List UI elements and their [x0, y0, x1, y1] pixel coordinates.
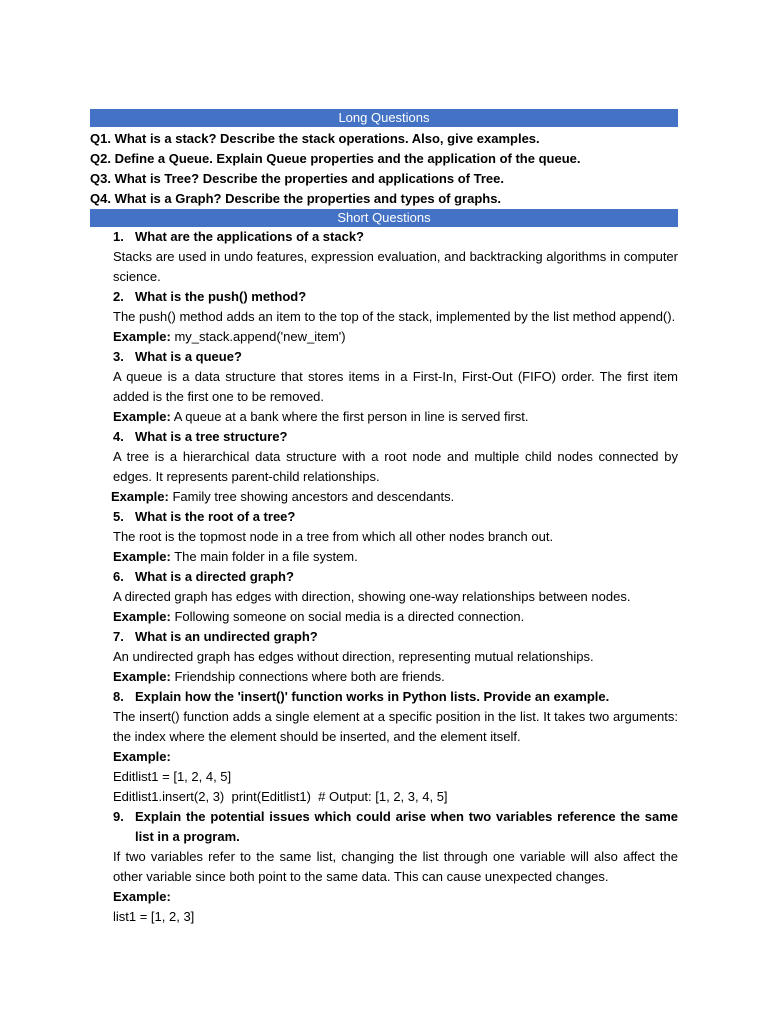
question-text: What is a directed graph?	[135, 569, 294, 584]
example-line	[113, 547, 678, 567]
question-number: 4.	[113, 429, 124, 444]
question-text: Explain how the 'insert()' function works in Python lists. Provide an example.	[135, 689, 610, 704]
example-text: A queue at a bank where the first person in line is served first.	[173, 409, 529, 424]
example-text: Friendship connections where both are friends.	[174, 669, 445, 684]
code-line: list1 = [1, 2, 3]	[113, 909, 195, 924]
question-text: What is the push() method?	[135, 289, 307, 304]
example-label: Example:	[113, 549, 171, 564]
example-line	[113, 327, 678, 347]
example-line	[113, 747, 678, 767]
question-heading	[113, 227, 678, 247]
question-heading	[113, 627, 678, 647]
answer-text: The push() method adds an item to the top of the stack, implemented by the list method append().	[113, 309, 676, 324]
example-label: Example:	[113, 669, 171, 684]
question-text: What is a queue?	[135, 349, 242, 364]
long-question-3: Q3. What is Tree? Describe the properties and applications of Tree.	[90, 171, 504, 186]
question-number: 3.	[113, 349, 124, 364]
question-text: Explain the potential issues which could arise when two variables reference the same list in a program.	[135, 809, 678, 844]
code-line: Editlist1.insert(2, 3) print(Editlist1) # Output: [1, 2, 3, 4, 5]	[113, 789, 448, 804]
answer-text: A tree is a hierarchical data structure with a root node and multiple child nodes connected by edges. It represents parent-child relationships.	[113, 449, 678, 484]
question-text: What is a tree structure?	[135, 429, 288, 444]
question-text: What are the applications of a stack?	[135, 229, 364, 244]
answer-text: The root is the topmost node in a tree from which all other nodes branch out.	[113, 529, 554, 544]
example-label: Example:	[113, 889, 171, 904]
example-text: Family tree showing ancestors and descendants.	[172, 489, 455, 504]
question-number: 1.	[113, 229, 124, 244]
question-number: 2.	[113, 289, 124, 304]
question-heading	[113, 347, 678, 367]
example-line	[113, 887, 678, 907]
question-number: 6.	[113, 569, 124, 584]
example-line	[111, 487, 678, 507]
question-number: 9.	[113, 809, 124, 824]
example-line	[113, 407, 678, 427]
answer-text: Stacks are used in undo features, expression evaluation, and backtracking algorithms in computer science.	[113, 249, 678, 284]
example-line	[113, 667, 678, 687]
answer-text: The insert() function adds a single element at a specific position in the list. It takes two arguments: the index where the element should be inserted, and the element itself.	[113, 709, 678, 744]
answer-text: A queue is a data structure that stores items in a First-In, First-Out (FIFO) order. The first item added is the first one to be removed.	[113, 369, 678, 404]
example-text: The main folder in a file system.	[174, 549, 358, 564]
long-question-1: Q1. What is a stack? Describe the stack operations. Also, give examples.	[90, 131, 540, 146]
example-label: Example:	[113, 609, 171, 624]
document-page	[90, 109, 678, 927]
question-heading	[113, 507, 678, 527]
short-questions-header: Short Questions	[90, 209, 678, 227]
question-heading	[113, 287, 678, 307]
question-text: What is an undirected graph?	[135, 629, 318, 644]
question-number: 5.	[113, 509, 124, 524]
long-questions-header: Long Questions	[90, 109, 678, 127]
question-heading	[113, 567, 678, 587]
short-questions-list	[113, 227, 678, 927]
example-label: Example:	[113, 409, 171, 424]
long-question-4: Q4. What is a Graph? Describe the properties and types of graphs.	[90, 191, 502, 206]
code-line: Editlist1 = [1, 2, 4, 5]	[113, 769, 232, 784]
question-number: 8.	[113, 689, 124, 704]
example-text: Following someone on social media is a directed connection.	[174, 609, 525, 624]
question-heading	[113, 687, 678, 707]
example-line	[113, 607, 678, 627]
answer-text: If two variables refer to the same list, changing the list through one variable will also affect the other variable since both point to the same data. This can cause unexpected changes.	[113, 849, 678, 884]
long-question-2: Q2. Define a Queue. Explain Queue properties and the application of the queue.	[90, 151, 581, 166]
example-label: Example:	[113, 329, 171, 344]
answer-text: An undirected graph has edges without direction, representing mutual relationships.	[113, 649, 594, 664]
example-text: my_stack.append('new_item')	[174, 329, 346, 344]
question-number: 7.	[113, 629, 124, 644]
example-label: Example:	[113, 749, 171, 764]
example-label: Example:	[111, 489, 169, 504]
question-heading	[113, 427, 678, 447]
question-heading	[113, 807, 678, 847]
answer-text: A directed graph has edges with direction, showing one-way relationships between nodes.	[113, 589, 631, 604]
question-text: What is the root of a tree?	[135, 509, 296, 524]
